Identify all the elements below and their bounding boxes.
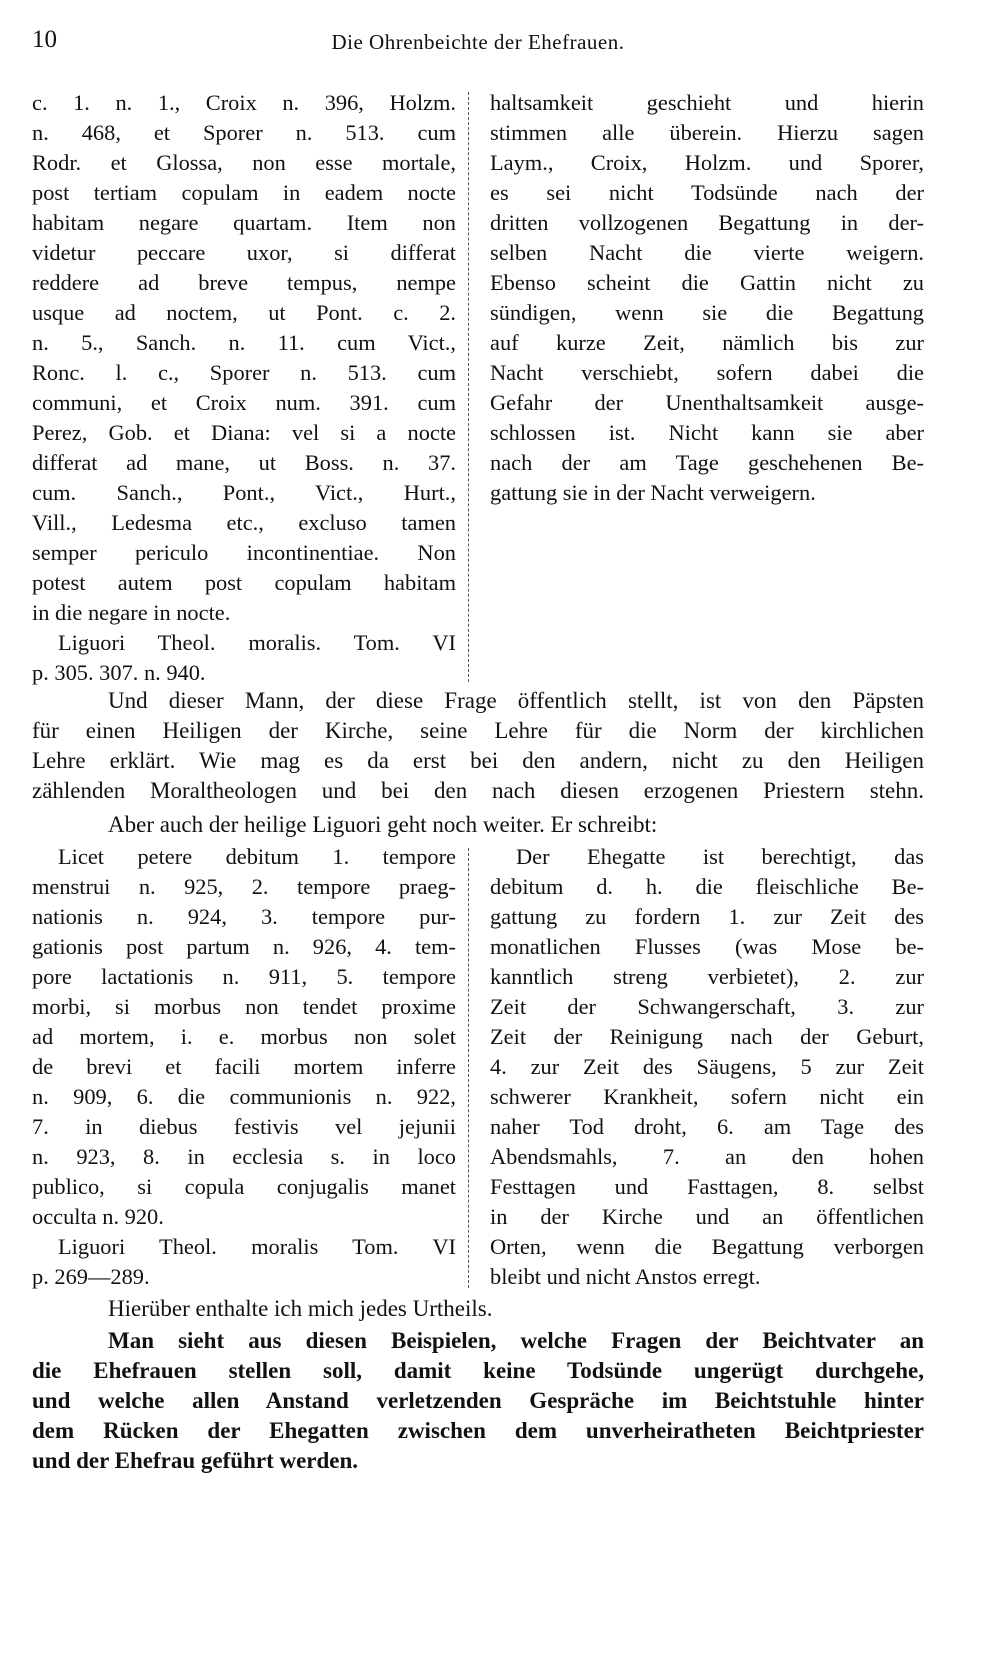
latin-line: de brevi et facili mortem inferre: [32, 1054, 456, 1079]
german-line: dritten vollzogenen Begattung in der-: [490, 210, 924, 235]
citation-line: Liguori Theol. moralis. Tom. VI: [58, 630, 456, 655]
paragraph-line: Lehre erklärt. Wie mag es da erst bei den andern, nicht zu den Heiligen: [32, 748, 924, 773]
paragraph-conclusion: [32, 1326, 924, 1476]
latin-line: semper periculo incontinentiae. Non: [32, 540, 456, 565]
latin-line: Ronc. l. c., Sporer n. 513. cum: [32, 360, 456, 385]
paragraph-pope: [32, 686, 924, 806]
latin-line: pore lactationis n. 911, 5. tempore: [32, 964, 456, 989]
paragraph-line: zählenden Moraltheologen und bei den nach diesen erzogenen Priestern stehn.: [32, 778, 924, 803]
citation-line: p. 305. 307. n. 940.: [32, 660, 206, 685]
german-line: Zeit der Schwangerschaft, 3. zur: [490, 994, 924, 1019]
latin-line: Licet petere debitum 1. tempore: [58, 844, 456, 869]
latin-line: c. 1. n. 1., Croix n. 396, Holzm.: [32, 90, 456, 115]
german-line: es sei nicht Todsünde nach der: [490, 180, 924, 205]
latin-line: ad mortem, i. e. morbus non solet: [32, 1024, 456, 1049]
paragraph-judgement: [32, 1294, 924, 1324]
latin-line: usque ad noctem, ut Pont. c. 2.: [32, 300, 456, 325]
german-line: schlossen ist. Nicht kann sie aber: [490, 420, 924, 445]
german-column-1: [490, 88, 924, 508]
page-header: [32, 18, 924, 58]
german-line: schwerer Krankheit, sofern nicht ein: [490, 1084, 924, 1109]
latin-line: differat ad mane, ut Boss. n. 37.: [32, 450, 456, 475]
latin-line: videtur peccare uxor, si differat: [32, 240, 456, 265]
latin-line: gationis post partum n. 926, 4. tem-: [32, 934, 456, 959]
citation-line: Liguori Theol. moralis Tom. VI: [58, 1234, 456, 1259]
column-divider: [468, 848, 469, 1288]
paragraph-line: dem Rücken der Ehegatten zwischen dem unverheiratheten Beichtpriester: [32, 1418, 924, 1443]
latin-line: publico, si copula conjugalis manet: [32, 1174, 456, 1199]
german-line: Der Ehegatte ist berechtigt, das: [516, 844, 924, 869]
latin-line: morbi, si morbus non tendet proxime: [32, 994, 456, 1019]
latin-line: menstrui n. 925, 2. tempore praeg-: [32, 874, 456, 899]
german-line: sündigen, wenn sie die Begattung: [490, 300, 924, 325]
latin-line: n. 468, et Sporer n. 513. cum: [32, 120, 456, 145]
paragraph-line: Und dieser Mann, der diese Frage öffentlich stellt, ist von den Päpsten: [108, 688, 924, 713]
latin-line: Perez, Gob. et Diana: vel si a nocte: [32, 420, 456, 445]
german-line: monatlichen Flusses (was Mose be-: [490, 934, 924, 959]
german-line: naher Tod droht, 6. am Tage des: [490, 1114, 924, 1139]
german-line: selben Nacht die vierte weigern.: [490, 240, 924, 265]
latin-column-1: [32, 88, 456, 688]
column-divider: [468, 92, 469, 682]
german-line: Gefahr der Unenthaltsamkeit ausge-: [490, 390, 924, 415]
latin-line: communi, et Croix num. 391. cum: [32, 390, 456, 415]
german-line: nach der am Tage geschehenen Be-: [490, 450, 924, 475]
latin-column-2: [32, 842, 456, 1292]
latin-line: occulta n. 920.: [32, 1204, 164, 1229]
paragraph-line: und der Ehefrau geführt werden.: [32, 1448, 359, 1473]
paragraph-line: Hierüber enthalte ich mich jedes Urtheils.: [108, 1296, 493, 1321]
latin-line: post tertiam copulam in eadem nocte: [32, 180, 456, 205]
latin-line: n. 5., Sanch. n. 11. cum Vict.,: [32, 330, 456, 355]
paragraph-line: die Ehefrauen stellen soll, damit keine Todsünde ungerügt durchgehe,: [32, 1358, 924, 1383]
latin-line: Vill., Ledesma etc., excluso tamen: [32, 510, 456, 535]
german-line: Abendsmahls, 7. an den hohen: [490, 1144, 924, 1169]
german-column-2: [490, 842, 924, 1292]
paragraph-line: Man sieht aus diesen Beispielen, welche Fragen der Beichtvater an: [108, 1328, 924, 1353]
latin-line: habitam negare quartam. Item non: [32, 210, 456, 235]
citation-line: p. 269—289.: [32, 1264, 150, 1289]
german-line: 4. zur Zeit des Säugens, 5 zur Zeit: [490, 1054, 924, 1079]
german-line: Festtagen und Fasttagen, 8. selbst: [490, 1174, 924, 1199]
paragraph-line: Aber auch der heilige Liguori geht noch weiter. Er schreibt:: [108, 812, 658, 837]
german-line: debitum d. h. die fleischliche Be-: [490, 874, 924, 899]
latin-line: reddere ad breve tempus, nempe: [32, 270, 456, 295]
latin-line: cum. Sanch., Pont., Vict., Hurt.,: [32, 480, 456, 505]
german-line: gattung sie in der Nacht verweigern.: [490, 480, 816, 505]
latin-line: n. 923, 8. in ecclesia s. in loco: [32, 1144, 456, 1169]
paragraph-line: für einen Heiligen der Kirche, seine Lehre für die Norm der kirchlichen: [32, 718, 924, 743]
latin-line: nationis n. 924, 3. tempore pur-: [32, 904, 456, 929]
german-line: Ebenso scheint die Gattin nicht zu: [490, 270, 924, 295]
german-line: bleibt und nicht Anstos erregt.: [490, 1264, 761, 1289]
paragraph-line: und welche allen Anstand verletzenden Gespräche im Beichtstuhle hinter: [32, 1388, 924, 1413]
german-line: haltsamkeit geschieht und hierin: [490, 90, 924, 115]
german-line: Orten, wenn die Begattung verborgen: [490, 1234, 924, 1259]
latin-line: 7. in diebus festivis vel jejunii: [32, 1114, 456, 1139]
paragraph-liguori-intro: [32, 810, 924, 840]
german-line: in der Kirche und an öffentlichen: [490, 1204, 924, 1229]
page-number: 10: [32, 26, 57, 53]
running-title: Die Ohrenbeichte der Ehefrauen.: [331, 30, 625, 54]
german-line: Nacht verschiebt, sofern dabei die: [490, 360, 924, 385]
german-line: auf kurze Zeit, nämlich bis zur: [490, 330, 924, 355]
german-line: Laym., Croix, Holzm. und Sporer,: [490, 150, 924, 175]
german-line: stimmen alle überein. Hierzu sagen: [490, 120, 924, 145]
latin-line: potest autem post copulam habitam: [32, 570, 456, 595]
latin-line: Rodr. et Glossa, non esse mortale,: [32, 150, 456, 175]
german-line: gattung zu fordern 1. zur Zeit des: [490, 904, 924, 929]
german-line: Zeit der Reinigung nach der Geburt,: [490, 1024, 924, 1049]
german-line: kanntlich streng verbietet), 2. zur: [490, 964, 924, 989]
latin-line: in die negare in nocte.: [32, 600, 231, 625]
latin-line: n. 909, 6. die communionis n. 922,: [32, 1084, 456, 1109]
